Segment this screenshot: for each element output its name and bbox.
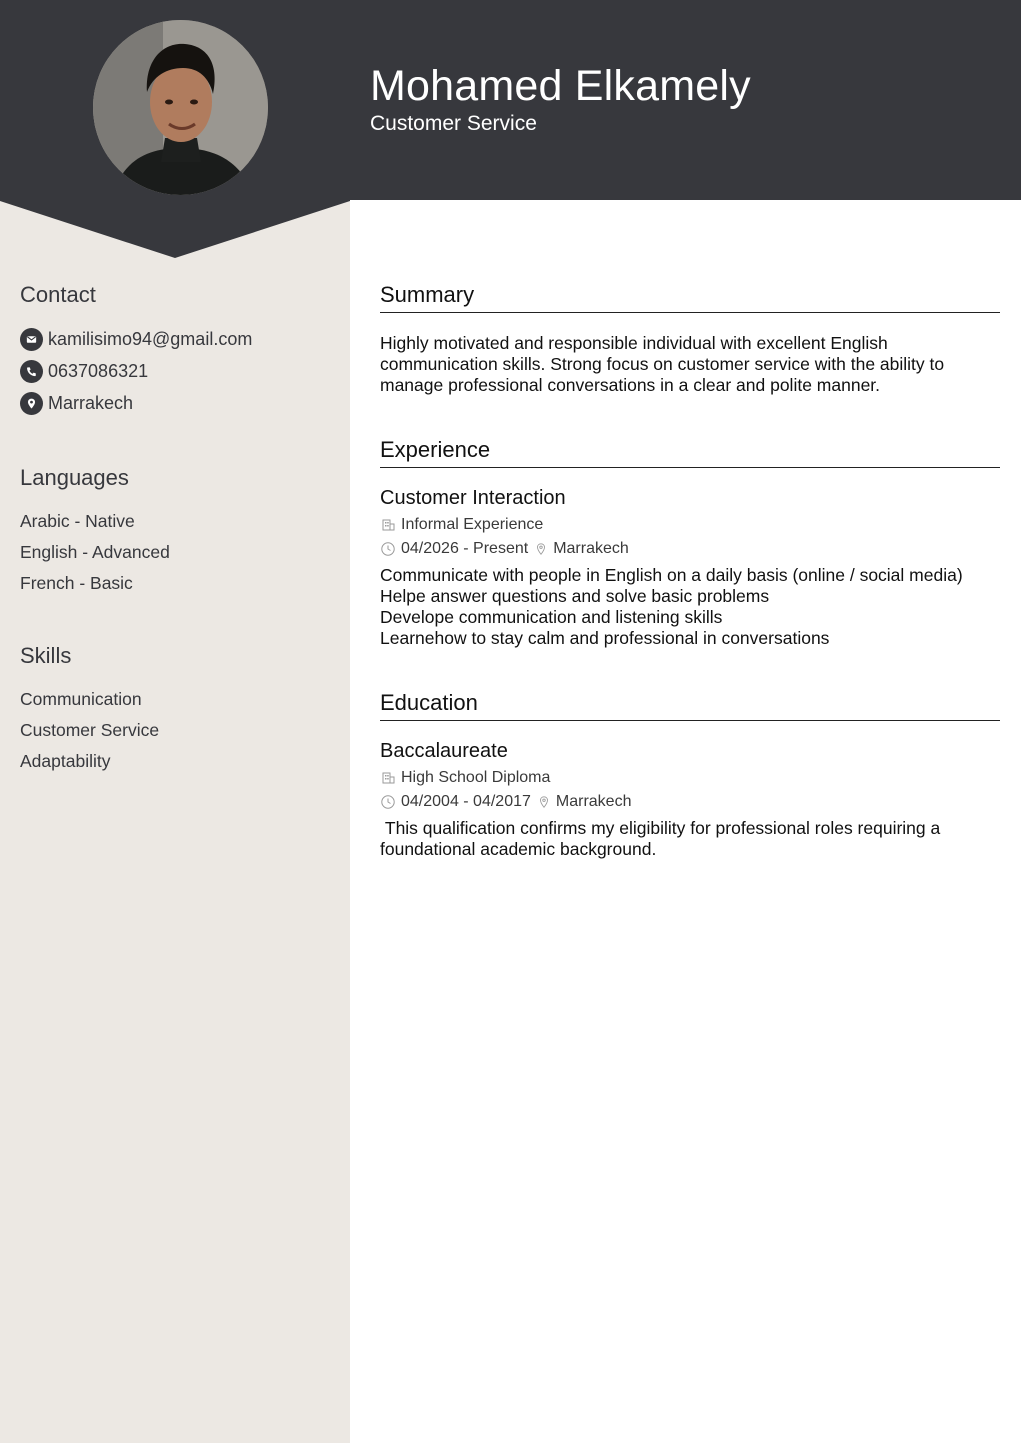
building-icon (380, 770, 396, 786)
clock-icon (380, 794, 396, 810)
experience-dates: 04/2026 - Present (401, 540, 529, 557)
education-dates-location (380, 792, 631, 812)
experience-location: Marrakech (553, 540, 629, 557)
location-text: Marrakech (48, 392, 134, 413)
language-item: English - Advanced (20, 542, 170, 562)
profile-photo-illustration (93, 20, 268, 195)
experience-title: Customer Interaction (380, 487, 566, 509)
email-text: kamilisimo94@gmail.com (48, 328, 253, 349)
sidebar (0, 200, 350, 1443)
skill-item: Adaptability (20, 751, 111, 771)
language-item: Arabic - Native (20, 511, 135, 531)
email-icon (20, 328, 43, 351)
education-location: Marrakech (555, 793, 632, 810)
education-dates: 04/2004 - 04/2017 (401, 793, 531, 810)
experience-description (380, 565, 1000, 649)
contact-heading: Contact (20, 282, 96, 307)
education-description: This qualification confirms my eligibility for professional roles requiring a foundational academic background. (380, 818, 946, 859)
building-icon (380, 517, 396, 533)
header-chevron (0, 199, 350, 259)
phone-text: 0637086321 (48, 360, 149, 381)
education-organization-text: High School Diploma (401, 769, 551, 786)
education-heading: Education (380, 690, 1000, 721)
experience-heading: Experience (380, 437, 1000, 468)
experience-line: Develope communication and listening skills (380, 607, 723, 627)
skills-heading: Skills (20, 643, 72, 668)
clock-icon (380, 541, 396, 557)
location-pin-icon (534, 542, 548, 556)
location-pin-icon (20, 392, 43, 415)
contact-location (20, 391, 133, 415)
location-pin-icon (537, 795, 551, 809)
profile-photo (93, 20, 268, 195)
summary-text: Highly motivated and responsible individual with excellent English communication skills. Strong focus on customer service with the ability to manage professional conversations in a clear and polite manner. (380, 333, 945, 395)
education-title: Baccalaureate (380, 740, 508, 762)
contact-phone[interactable] (20, 359, 148, 383)
summary-heading: Summary (380, 282, 1000, 313)
education-organization (380, 768, 550, 788)
experience-organization-text: Informal Experience (401, 516, 544, 533)
experience-dates-location (380, 539, 629, 559)
contact-email[interactable] (20, 327, 252, 351)
skill-item: Communication (20, 689, 142, 709)
phone-icon (20, 360, 43, 383)
experience-line: Communicate with people in English on a daily basis (online / social media) (380, 565, 963, 585)
language-item: French - Basic (20, 573, 133, 593)
experience-line: Learnehow to stay calm and professional in conversations (380, 628, 830, 648)
candidate-title: Customer Service (370, 112, 537, 135)
experience-organization (380, 515, 543, 535)
languages-heading: Languages (20, 465, 129, 490)
candidate-name: Mohamed Elkamely (370, 62, 751, 110)
experience-line: Helpe answer questions and solve basic problems (380, 586, 770, 606)
skill-item: Customer Service (20, 720, 160, 740)
